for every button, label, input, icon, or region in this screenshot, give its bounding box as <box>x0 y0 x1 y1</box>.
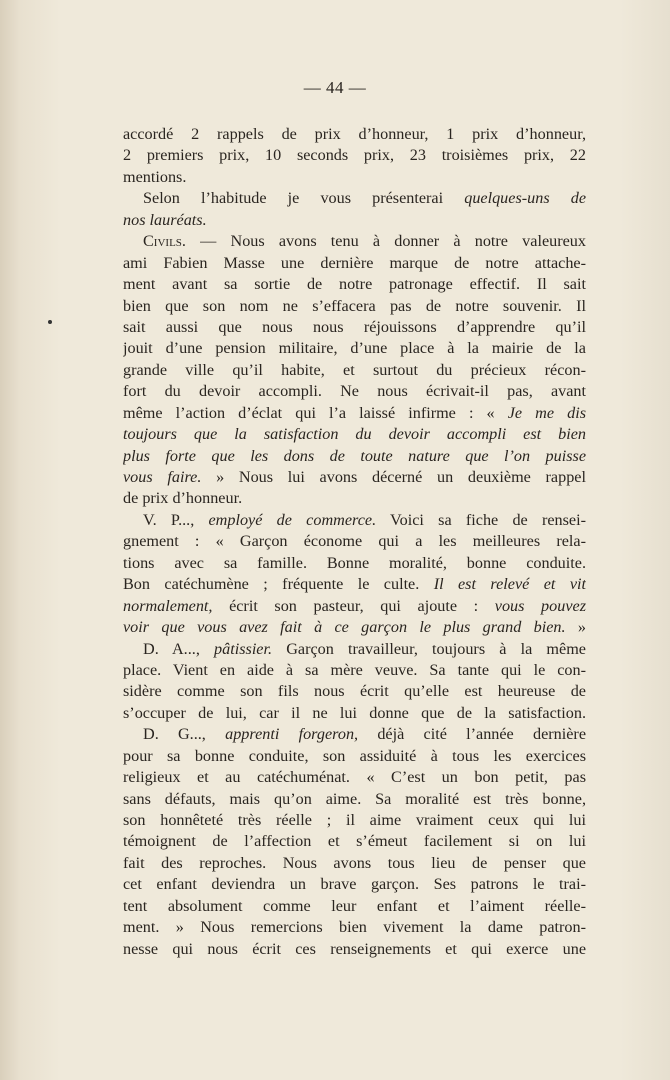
text-line <box>123 167 586 188</box>
text-segment: place. Vient en aide à sa mère veuve. Sa tante qui le con- <box>123 660 586 679</box>
text-line <box>123 660 586 681</box>
text-segment: Garçon travailleur, toujours à la même <box>272 639 586 658</box>
text-segment: D. A..., <box>143 639 215 658</box>
italic-text: quelques-uns de <box>464 189 586 208</box>
text-segment: religieux et au catéchuménat. « C’est un bon petit, pas <box>123 768 586 787</box>
text-line <box>123 446 586 467</box>
text-segment: fait des reproches. Nous avons tous lieu de penser que <box>123 853 586 872</box>
text-line <box>123 253 586 274</box>
text-line <box>123 360 586 381</box>
text-segment: de prix d’honneur. <box>123 489 243 508</box>
text-line <box>123 703 586 724</box>
text-line <box>123 274 586 295</box>
text-line <box>123 939 586 960</box>
text-segment: son honnêteté très réelle ; il aime vraiment ceux qui lui <box>123 811 586 829</box>
text-line <box>123 145 586 166</box>
text-segment: 2 premiers prix, 10 seconds prix, 23 troisièmes prix, 22 <box>123 146 586 165</box>
text-line <box>123 896 586 917</box>
text-segment: accordé 2 rappels de prix d’honneur, 1 prix d’honneur, <box>123 125 586 143</box>
text-line <box>123 767 586 788</box>
text-segment: jouit d’une pension militaire, d’une place à la mairie de la <box>123 339 586 358</box>
text-segment: nesse qui nous écrit ces renseignements et qui exerce une <box>123 939 586 958</box>
text-segment: déjà cité l’année dernière <box>358 725 586 744</box>
text-line <box>123 403 586 424</box>
text-line <box>123 810 586 831</box>
text-segment: sans défauts, mais qu’on aime. Sa moralité est très bonne, <box>123 789 586 808</box>
text-segment: écrit son pasteur, qui ajoute : <box>212 596 495 615</box>
italic-text: nos lauréats. <box>123 210 207 229</box>
text-segment: D. G..., <box>143 725 226 744</box>
text-segment: pour sa bonne conduite, son assiduité à tous les exercices <box>123 746 586 765</box>
text-line <box>123 617 586 638</box>
text-segment: Bon catéchumène ; fréquente le culte. <box>123 575 434 594</box>
text-line <box>123 296 586 317</box>
text-segment: — Nous avons tenu à donner à notre valeureux <box>185 232 586 251</box>
text-line <box>123 917 586 938</box>
text-segment: Voici sa fiche de rensei- <box>376 510 586 529</box>
text-segment: témoignent de l’affection et s’émeut facilement si on lui <box>123 832 586 851</box>
text-segment: » <box>565 618 586 637</box>
italic-text: toujours que la satisfaction du devoir accompli est bien <box>123 425 586 444</box>
text-line <box>123 746 586 767</box>
italic-text: Il est relevé et vit <box>433 575 586 594</box>
text-line <box>123 188 586 209</box>
text-segment: cet enfant deviendra un brave garçon. Ses patrons le trai- <box>123 875 586 894</box>
text-line <box>123 596 586 617</box>
text-segment: fort du devoir accompli. Ne nous écrivait-il pas, avant <box>123 382 586 401</box>
italic-text: Je me dis <box>507 403 586 422</box>
text-segment: mentions. <box>123 167 187 186</box>
text-line <box>123 874 586 895</box>
text-segment: ment. » Nous remercions bien vivement la dame patron- <box>123 918 586 937</box>
text-segment: ami Fabien Masse une dernière marque de notre attache- <box>123 253 586 272</box>
text-line <box>123 317 586 338</box>
italic-text: vous faire. <box>123 468 202 486</box>
text-line <box>123 531 586 552</box>
text-segment: grande ville qu’il habite, et surtout du précieux récon- <box>123 360 586 379</box>
text-line <box>123 853 586 874</box>
text-segment: Selon l’habitude je vous présenterai <box>143 189 465 208</box>
text-line <box>123 231 586 252</box>
text-segment: bien que son nom ne s’effacera pas de notre souvenir. Il <box>123 296 586 315</box>
italic-text: plus forte que les dons de toute nature que l’on puisse <box>123 446 586 465</box>
italic-text: normalement, <box>123 596 213 615</box>
text-segment: ment avant sa sortie de notre patronage effectif. Il sait <box>123 275 586 294</box>
text-line <box>123 124 586 145</box>
italic-text: apprenti forgeron, <box>225 725 359 744</box>
text-line <box>123 724 586 745</box>
text-segment: gnement : « Garçon économe qui a les meilleures rela- <box>123 532 586 551</box>
text-line <box>123 381 586 402</box>
text-line <box>123 831 586 852</box>
text-segment: même l’action d’éclat qui l’a laissé infirme : « <box>123 403 508 422</box>
text-line <box>123 574 586 595</box>
body-text <box>123 124 586 960</box>
margin-ink-speck <box>48 320 52 324</box>
text-line <box>123 681 586 702</box>
italic-text: employé de commerce. <box>208 510 377 529</box>
text-line <box>123 467 586 488</box>
text-line <box>123 488 586 509</box>
text-line <box>123 789 586 810</box>
text-line <box>123 424 586 445</box>
text-line <box>123 553 586 574</box>
text-line <box>123 338 586 359</box>
text-line <box>123 639 586 660</box>
text-line <box>123 510 586 531</box>
italic-text: pâtissier. <box>214 639 273 658</box>
italic-text: vous pouvez <box>494 596 586 615</box>
italic-text: voir que vous avez fait à ce garçon le plus grand bien. <box>123 618 566 637</box>
text-segment: » Nous lui avons décerné un deuxième rappel <box>201 468 586 486</box>
text-line <box>123 210 586 231</box>
text-segment: sidère comme son fils nous écrit qu’elle est heureuse de <box>123 682 586 701</box>
text-segment: sait aussi que nous nous réjouissons d’apprendre qu’il <box>123 317 586 336</box>
text-segment: s’occuper de lui, car il ne lui donne que de la satisfaction. <box>123 703 586 722</box>
text-segment: tent absolument comme leur enfant et l’aiment réelle- <box>123 896 586 915</box>
small-caps-text: Civils. <box>143 232 186 251</box>
text-segment: V. P..., <box>143 510 209 529</box>
page-number: — 44 — <box>303 78 367 97</box>
text-segment: tions avec sa famille. Bonne moralité, bonne conduite. <box>123 553 586 572</box>
